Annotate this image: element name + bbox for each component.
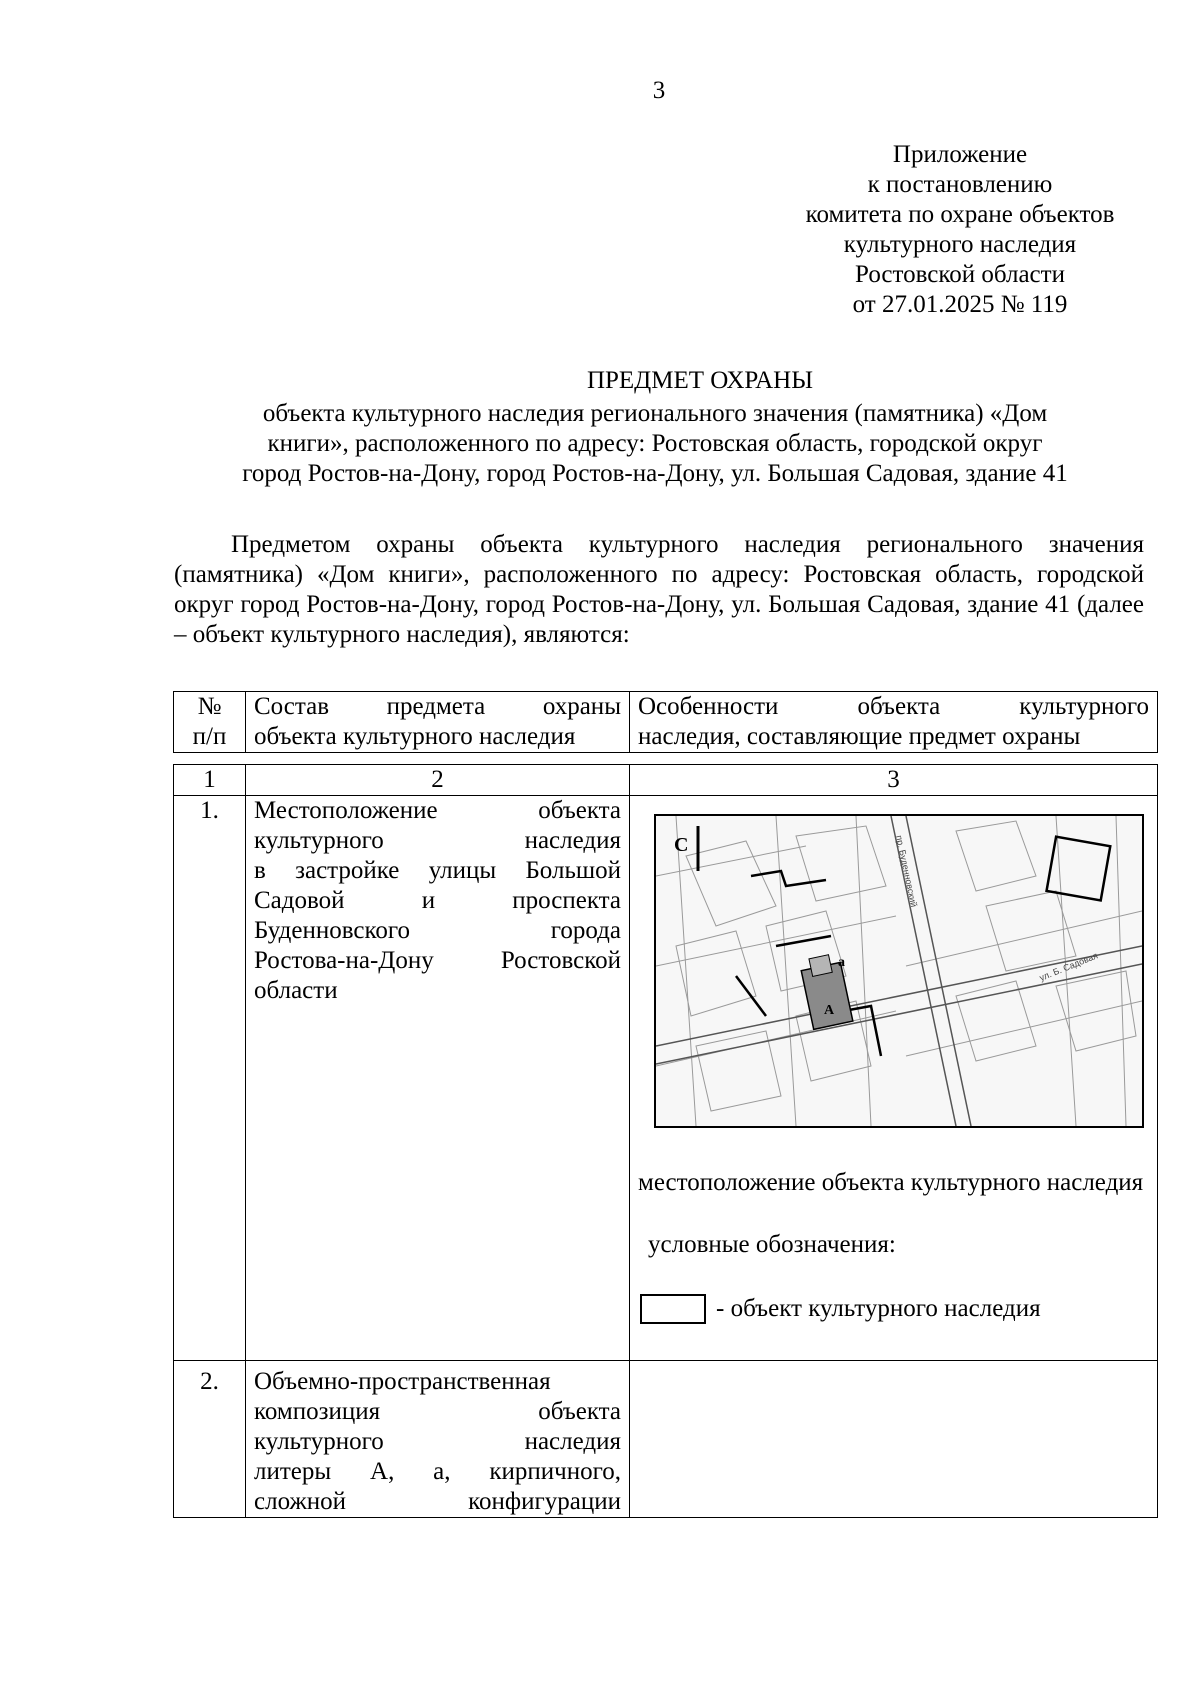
north-label: С bbox=[674, 834, 689, 856]
composition-line: Садовой и проспекта bbox=[254, 887, 621, 914]
composition-line: в застройке улицы Большой bbox=[254, 857, 621, 884]
row-number: 1. bbox=[174, 796, 246, 1361]
header-composition-line: объекта культурного наследия bbox=[254, 723, 576, 750]
map-caption: местоположение объекта культурного наследия bbox=[638, 1169, 1144, 1196]
appendix-line: Ростовской области bbox=[855, 261, 1065, 288]
column-number: 1 bbox=[174, 765, 246, 796]
appendix-line: комитета по охране объектов bbox=[805, 201, 1115, 228]
composition-line: Ростова-на-Дону Ростовской bbox=[254, 947, 621, 974]
protection-table-header bbox=[173, 691, 1158, 753]
header-features-line: наследия, составляющие предмет охраны bbox=[638, 723, 1081, 750]
page-number: 3 bbox=[652, 77, 666, 104]
header-number-line: п/п bbox=[192, 723, 227, 750]
building-label-small: а bbox=[838, 955, 845, 970]
legend-title: условные обозначения: bbox=[648, 1231, 896, 1258]
subtitle-line: объекта культурного наследия регионального значения (памятника) «Дом bbox=[262, 400, 1048, 427]
appendix-line: Приложение bbox=[892, 141, 1028, 168]
intro-paragraph: Предметом охраны объекта культурного наследия регионального значения (памятника) «Дом книги», расположенного по адресу: Ростовская область, городской округ город Ростов-на-Дону, город Ростов-на-Дону, ул. Большая Садовая, здание 41 (далее – объект культурного наследия), являются: bbox=[174, 531, 1144, 648]
subtitle-line: книги», расположенного по адресу: Ростовская область, городской округ bbox=[267, 430, 1043, 457]
row-number: 2. bbox=[174, 1361, 246, 1518]
header-row bbox=[174, 692, 1158, 753]
composition-line: композиция объекта bbox=[254, 1398, 621, 1425]
document-title: ПРЕДМЕТ ОХРАНЫ bbox=[586, 367, 814, 394]
row-composition bbox=[246, 796, 630, 1361]
composition-line: сложной конфигурации bbox=[254, 1488, 621, 1515]
street-label-avenue: пр. Буденновский bbox=[894, 834, 920, 908]
legend-item-label: - объект культурного наследия bbox=[716, 1295, 1041, 1322]
document-subtitle bbox=[160, 399, 1150, 489]
composition-line: культурного наследия bbox=[254, 827, 621, 854]
appendix-line: к постановлению bbox=[867, 171, 1053, 198]
appendix-block bbox=[760, 140, 1160, 320]
header-composition-line: Состав предмета охраны bbox=[254, 693, 621, 720]
composition-line: литеры А, а, кирпичного, bbox=[254, 1458, 621, 1485]
composition-line: Местоположение объекта bbox=[254, 797, 621, 824]
composition-line: Объемно-пространственная bbox=[254, 1368, 551, 1395]
header-features-cell bbox=[630, 692, 1158, 753]
header-number-cell bbox=[174, 692, 246, 753]
building-label-large: А bbox=[824, 1003, 835, 1018]
subtitle-line: город Ростов-на-Дону, город Ростов-на-Дону, ул. Большая Садовая, здание 41 bbox=[242, 460, 1068, 487]
table-row bbox=[174, 1361, 1158, 1518]
composition-line: области bbox=[254, 977, 338, 1004]
composition-line: Буденновского города bbox=[254, 917, 621, 944]
row-composition bbox=[246, 1361, 630, 1518]
row-features bbox=[630, 796, 1158, 1361]
appendix-line: культурного наследия bbox=[843, 231, 1077, 258]
header-features-line: Особенности объекта культурного bbox=[638, 693, 1149, 720]
table-row bbox=[174, 796, 1158, 1361]
legend-swatch bbox=[640, 1294, 706, 1324]
street-label-sadovaya: ул. Б. Садовая bbox=[1038, 950, 1100, 983]
header-composition-cell bbox=[246, 692, 630, 753]
column-number-row bbox=[174, 765, 1158, 796]
row-features bbox=[630, 1361, 1158, 1518]
location-map-drawing bbox=[656, 816, 1142, 1126]
protection-table bbox=[173, 764, 1158, 1518]
composition-line: культурного наследия bbox=[254, 1428, 621, 1455]
appendix-line: от 27.01.2025 № 119 bbox=[852, 291, 1068, 318]
column-number: 3 bbox=[630, 765, 1158, 796]
column-number: 2 bbox=[246, 765, 630, 796]
location-map bbox=[654, 814, 1144, 1128]
legend-row bbox=[638, 1294, 1149, 1324]
header-number-line: № bbox=[197, 693, 222, 720]
